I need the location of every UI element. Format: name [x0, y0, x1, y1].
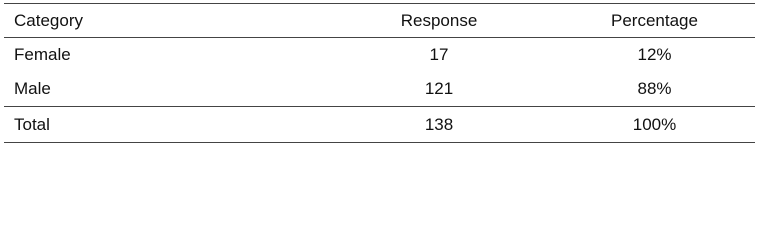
table-row — [4, 72, 755, 107]
table-header — [4, 4, 755, 38]
header-response: Response — [324, 4, 554, 38]
table-row — [4, 38, 755, 73]
header-percentage: Percentage — [554, 4, 755, 38]
cell-category: Female — [14, 45, 71, 64]
cell-response: 121 — [424, 79, 454, 98]
total-response: 138 — [324, 107, 554, 143]
cell-category: Male — [14, 79, 51, 98]
cell-response: 17 — [429, 45, 449, 64]
cell-percentage: 12% — [637, 45, 672, 64]
header-category: Category — [4, 4, 324, 38]
table-body — [4, 38, 755, 143]
header-row — [4, 4, 755, 38]
total-category: Total — [4, 107, 324, 143]
total-row — [4, 107, 755, 143]
cell-percentage: 88% — [637, 79, 672, 98]
response-table — [4, 3, 755, 143]
total-percentage: 100% — [554, 107, 755, 143]
